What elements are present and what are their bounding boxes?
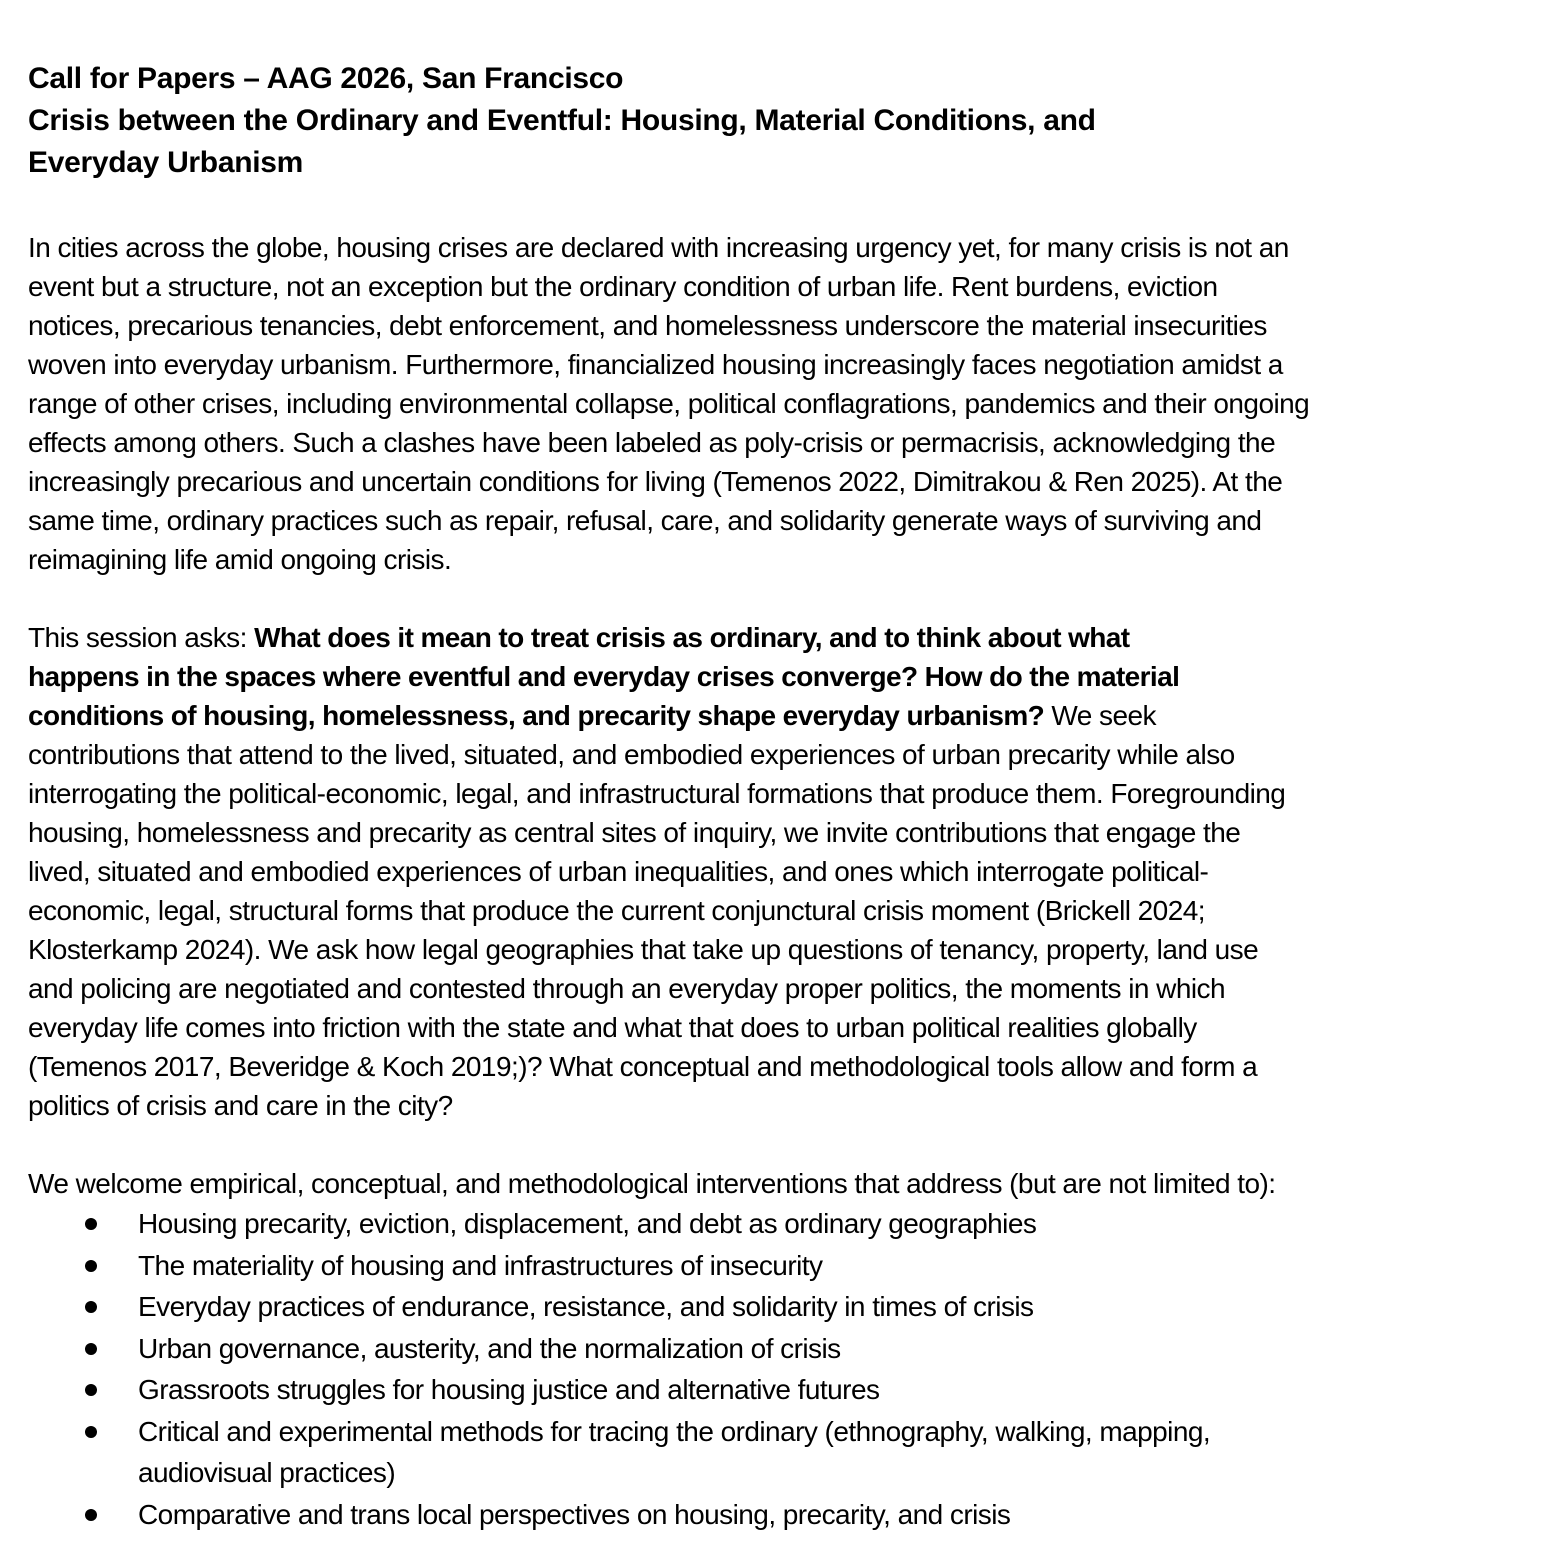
paragraph-line: We welcome empirical, conceptual, and methodological interventions that address (but are not limited to): <box>28 1168 1276 1199</box>
list-item <box>28 1494 1528 1536</box>
list-item-text: Comparative and trans local perspectives on housing, precarity, and crisis <box>138 1498 1011 1530</box>
paragraph-line: lived, situated and embodied experiences of urban inequalities, and ones which interrogate political- <box>28 856 1209 887</box>
paragraph-line: economic, legal, structural forms that produce the current conjunctural crisis moment (Brickell 2024; <box>28 895 1205 926</box>
topics-list <box>28 1203 1528 1535</box>
paragraph-line: range of other crises, including environmental collapse, political conflagrations, pandemics and their ongoing <box>28 388 1310 419</box>
bullet-icon <box>85 1260 97 1272</box>
spacer <box>28 184 1528 228</box>
paragraph-line: woven into everyday urbanism. Furthermore, financialized housing increasingly faces negotiation amidst a <box>28 349 1283 380</box>
paragraph-line: (Temenos 2017, Beveridge & Koch 2019;)? What conceptual and methodological tools allow and form a <box>28 1051 1258 1082</box>
paragraph-line: contributions that attend to the lived, situated, and embodied experiences of urban precarity while also <box>28 739 1235 770</box>
paragraph-line <box>28 618 1528 657</box>
bullet-icon <box>85 1509 97 1521</box>
paragraph-line: reimagining life amid ongoing crisis. <box>28 544 452 575</box>
paragraph-line: increasingly precarious and uncertain conditions for living (Temenos 2022, Dimitrakou & Ren 2025). At the <box>28 466 1283 497</box>
document-page <box>28 58 1528 1535</box>
list-item <box>28 1411 1528 1494</box>
paragraph-line: Klosterkamp 2024). We ask how legal geographies that take up questions of tenancy, property, land use <box>28 934 1259 965</box>
list-item-text: Critical and experimental methods for tracing the ordinary (ethnography, walking, mapping, <box>138 1415 1211 1447</box>
paragraph-line: housing, homelessness and precarity as central sites of inquiry, we invite contributions that engage the <box>28 817 1241 848</box>
bullet-icon <box>85 1384 97 1396</box>
list-item <box>28 1203 1528 1245</box>
paragraph-line: In cities across the globe, housing crises are declared with increasing urgency yet, for many crisis is not an <box>28 232 1289 263</box>
title-line-1: Call for Papers – AAG 2026, San Francisco <box>28 62 624 95</box>
bullet-icon <box>85 1426 97 1438</box>
bullet-icon <box>85 1301 97 1313</box>
list-item <box>28 1328 1528 1370</box>
paragraph-line <box>28 696 1528 735</box>
paragraph-line: same time, ordinary practices such as repair, refusal, care, and solidarity generate ways of surviving and <box>28 505 1262 536</box>
paragraph-line: notices, precarious tenancies, debt enforcement, and homelessness underscore the material insecurities <box>28 310 1267 341</box>
topics-intro <box>28 1164 1528 1203</box>
list-item <box>28 1369 1528 1411</box>
list-item-text: Grassroots struggles for housing justice and alternative futures <box>138 1374 880 1405</box>
list-item-text: Housing precarity, eviction, displacement, and debt as ordinary geographies <box>138 1208 1037 1239</box>
title-line-3: Everyday Urbanism <box>28 146 304 179</box>
intro-paragraph <box>28 228 1528 579</box>
document-title <box>28 58 1528 184</box>
session-question-text: conditions of housing, homelessness, and precarity shape everyday urbanism? <box>28 700 1045 731</box>
paragraph-line: interrogating the political-economic, legal, and infrastructural formations that produce them. Foregrounding <box>28 778 1286 809</box>
spacer <box>28 579 1528 618</box>
list-item <box>28 1245 1528 1287</box>
session-intro-text: This session asks: <box>28 622 255 653</box>
bullet-icon <box>85 1218 97 1230</box>
paragraph-line: effects among others. Such a clashes have been labeled as poly-crisis or permacrisis, acknowledging the <box>28 427 1276 458</box>
bullet-icon <box>85 1343 97 1355</box>
paragraph-line: everyday life comes into friction with the state and what that does to urban political realities globally <box>28 1012 1197 1043</box>
paragraph-line: and policing are negotiated and contested through an everyday proper politics, the moments in which <box>28 973 1225 1004</box>
paragraph-line: event but a structure, not an exception but the ordinary condition of urban life. Rent burdens, eviction <box>28 271 1218 302</box>
session-questions-paragraph <box>28 618 1528 1125</box>
title-line-2: Crisis between the Ordinary and Eventful: Housing, Material Conditions, and <box>28 104 1096 137</box>
list-item-text: Urban governance, austerity, and the normalization of crisis <box>138 1332 841 1364</box>
session-question-text: happens in the spaces where eventful and everyday crises converge? How do the material <box>28 661 1180 692</box>
paragraph-line: politics of crisis and care in the city? <box>28 1090 453 1121</box>
paragraph-text: We seek <box>1044 700 1156 731</box>
list-item-text: Everyday practices of endurance, resistance, and solidarity in times of crisis <box>138 1291 1034 1322</box>
list-item <box>28 1286 1528 1328</box>
spacer <box>28 1125 1528 1164</box>
list-item-text: The materiality of housing and infrastructures of insecurity <box>138 1249 823 1281</box>
list-item-text: audiovisual practices) <box>138 1457 396 1488</box>
session-question-text: What does it mean to treat crisis as ordinary, and to think about what <box>254 622 1130 653</box>
